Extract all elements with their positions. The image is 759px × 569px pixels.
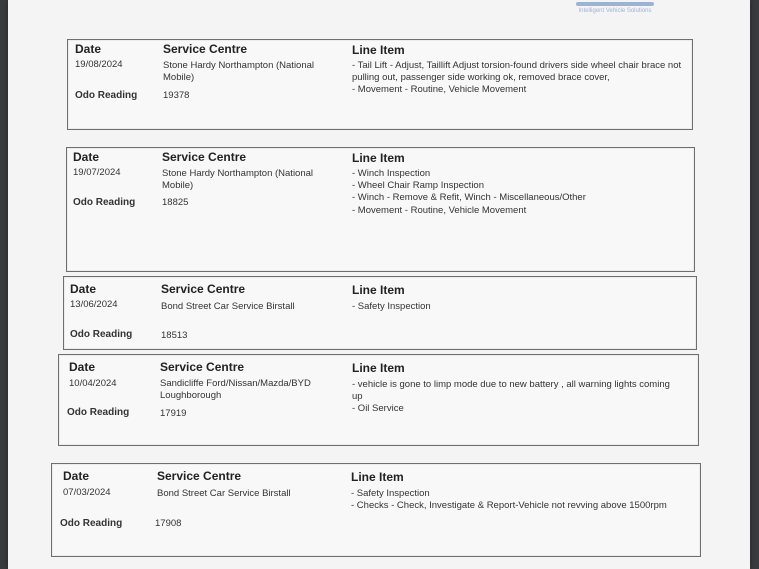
line-item-label: Line Item [352,283,405,297]
service-centre-label: Service Centre [157,469,242,483]
service-centre-label: Service Centre [161,282,246,296]
date-value: 10/04/2024 [69,378,117,389]
odo-reading-value: 18825 [162,197,189,208]
line-item-label: Line Item [352,43,405,57]
line-item-list [352,301,687,313]
service-centre-value: Stone Hardy Northampton (National Mobile) [163,60,315,83]
line-item-label: Line Item [352,151,405,165]
line-item: - Wheel Chair Ramp Inspection [352,180,484,192]
company-logo [576,2,654,14]
service-centre-value: Sandicliffe Ford/Nissan/Mazda/BYD Loughborough [160,378,311,401]
line-item-list [352,168,687,217]
service-centre-value: Stone Hardy Northampton (National Mobile) [162,168,314,191]
odo-reading-value: 17908 [155,518,182,529]
date-label: Date [63,469,90,483]
line-item: - Winch - Remove & Refit, Winch - Miscellaneous/Other [352,192,586,204]
line-item-list [352,60,687,97]
date-label: Date [73,150,100,164]
odo-reading-label: Odo Reading [70,329,133,340]
line-item: - Movement - Routine, Vehicle Movement [352,204,527,216]
logo-mark [576,2,654,6]
service-record [58,354,699,446]
line-item-list [351,488,696,512]
service-centre-label: Service Centre [163,42,248,56]
line-item-list [352,379,682,416]
line-item: - Oil Service [352,403,404,415]
logo-text: Intelligent Vehicle Solutions [578,8,652,14]
date-value: 13/06/2024 [70,299,118,310]
odo-reading-label: Odo Reading [67,407,130,418]
date-label: Date [70,282,97,296]
line-item: - Tail Lift - Adjust, Taillift Adjust torsion-found drivers side wheel chair brace not pulling out, passenger side working ok, removed brace cover, [352,60,682,84]
line-item: - vehicle is gone to limp mode due to new battery , all warning lights coming up [352,379,670,403]
odo-reading-label: Odo Reading [60,518,123,529]
line-item: - Winch Inspection [352,168,431,179]
odo-reading-label: Odo Reading [75,90,138,101]
line-item: - Checks - Check, Investigate & Report-Vehicle not revving above 1500rpm [351,500,667,512]
service-centre-label: Service Centre [162,150,247,164]
line-item-label: Line Item [351,470,404,484]
service-record [66,147,695,272]
service-record [51,463,701,557]
line-item: - Safety Inspection [352,301,431,312]
service-centre-value: Bond Street Car Service Birstall [161,301,295,312]
service-record [63,276,697,350]
date-label: Date [69,360,96,374]
line-item-label: Line Item [352,361,405,375]
odo-reading-value: 18513 [161,330,188,341]
odo-reading-label: Odo Reading [73,197,136,208]
date-label: Date [75,42,102,56]
line-item: - Movement - Routine, Vehicle Movement [352,84,527,96]
line-item: - Safety Inspection [351,488,430,499]
service-centre-value: Bond Street Car Service Birstall [157,488,291,499]
service-centre-label: Service Centre [160,360,245,374]
date-value: 19/07/2024 [73,167,121,178]
odo-reading-value: 17919 [160,408,187,419]
date-value: 19/08/2024 [75,59,123,70]
date-value: 07/03/2024 [63,487,111,498]
odo-reading-value: 19378 [163,90,190,101]
service-record [67,39,693,130]
